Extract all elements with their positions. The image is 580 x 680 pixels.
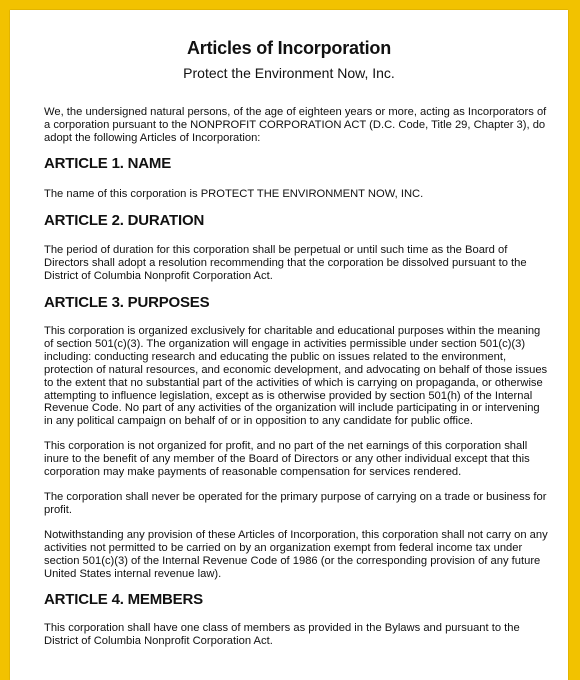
article-1-paragraph-1: The name of this corporation is PROTECT THE ENVIRONMENT NOW, INC. <box>44 188 424 200</box>
article-3-paragraph-2: This corporation is not organized for profit, and no part of the net earnings of this corporation shall inure to the benefit of any member of the Board of Directors or any other individual except that this corporation may make payments of reasonable compensation for services rendered. <box>44 440 530 478</box>
article-3-heading: ARTICLE 3. PURPOSES <box>44 294 210 311</box>
article-1-heading: ARTICLE 1. NAME <box>44 155 172 172</box>
article-4-heading: ARTICLE 4. MEMBERS <box>44 591 203 608</box>
document-subtitle: Protect the Environment Now, Inc. <box>183 65 395 81</box>
intro-paragraph: We, the undersigned natural persons, of the age of eighteen years or more, acting as Incorporators of a corporation pursuant to the NONPROFIT CORPORATION ACT (D.C. Code, Title 29, Chapter 3), do adopt the following Articles of Incorporation: <box>44 106 547 144</box>
article-2-paragraph-1: The period of duration for this corporation shall be perpetual or until such time as the Board of Directors shall adopt a resolution recommending that the corporation be dissolved pursuant to the District of Columbia Nonprofit Corporation Act. <box>44 244 527 282</box>
article-3-paragraph-3: The corporation shall never be operated for the primary purpose of carrying on a trade or business for profit. <box>44 491 547 516</box>
article-2-heading: ARTICLE 2. DURATION <box>44 212 205 229</box>
article-3-paragraph-4: Notwithstanding any provision of these Articles of Incorporation, this corporation shall not carry on any activities not permitted to be carried on by an organization exempt from federal income tax under section 501(c)(3) of the Internal Revenue Code of 1986 (or the corresponding provision of any future United States internal revenue law). <box>44 529 548 580</box>
article-4-paragraph-1: This corporation shall have one class of members as provided in the Bylaws and pursuant to the District of Columbia Nonprofit Corporation Act. <box>44 622 520 647</box>
article-3-paragraph-1: This corporation is organized exclusively for charitable and educational purposes within the meaning of section 501(c)(3). The organization will engage in activities permissible under section 501(c)(3) including: conducting research and educating the public on issues related to the environment, protection of natural resources, and economic development, and advocating on behalf of those issues to the extent that no substantial part of the activities of which is carrying on propaganda, or otherwise attempting to influence legislation, except as is otherwise provided by section 501(h) of the Internal Revenue Code. No part of any activities of the organization will include participating in or intervening in any political campaign on behalf of or in opposition to any candidate for public office. <box>44 325 548 428</box>
document-title: Articles of Incorporation <box>186 38 392 58</box>
document-page <box>10 10 568 680</box>
